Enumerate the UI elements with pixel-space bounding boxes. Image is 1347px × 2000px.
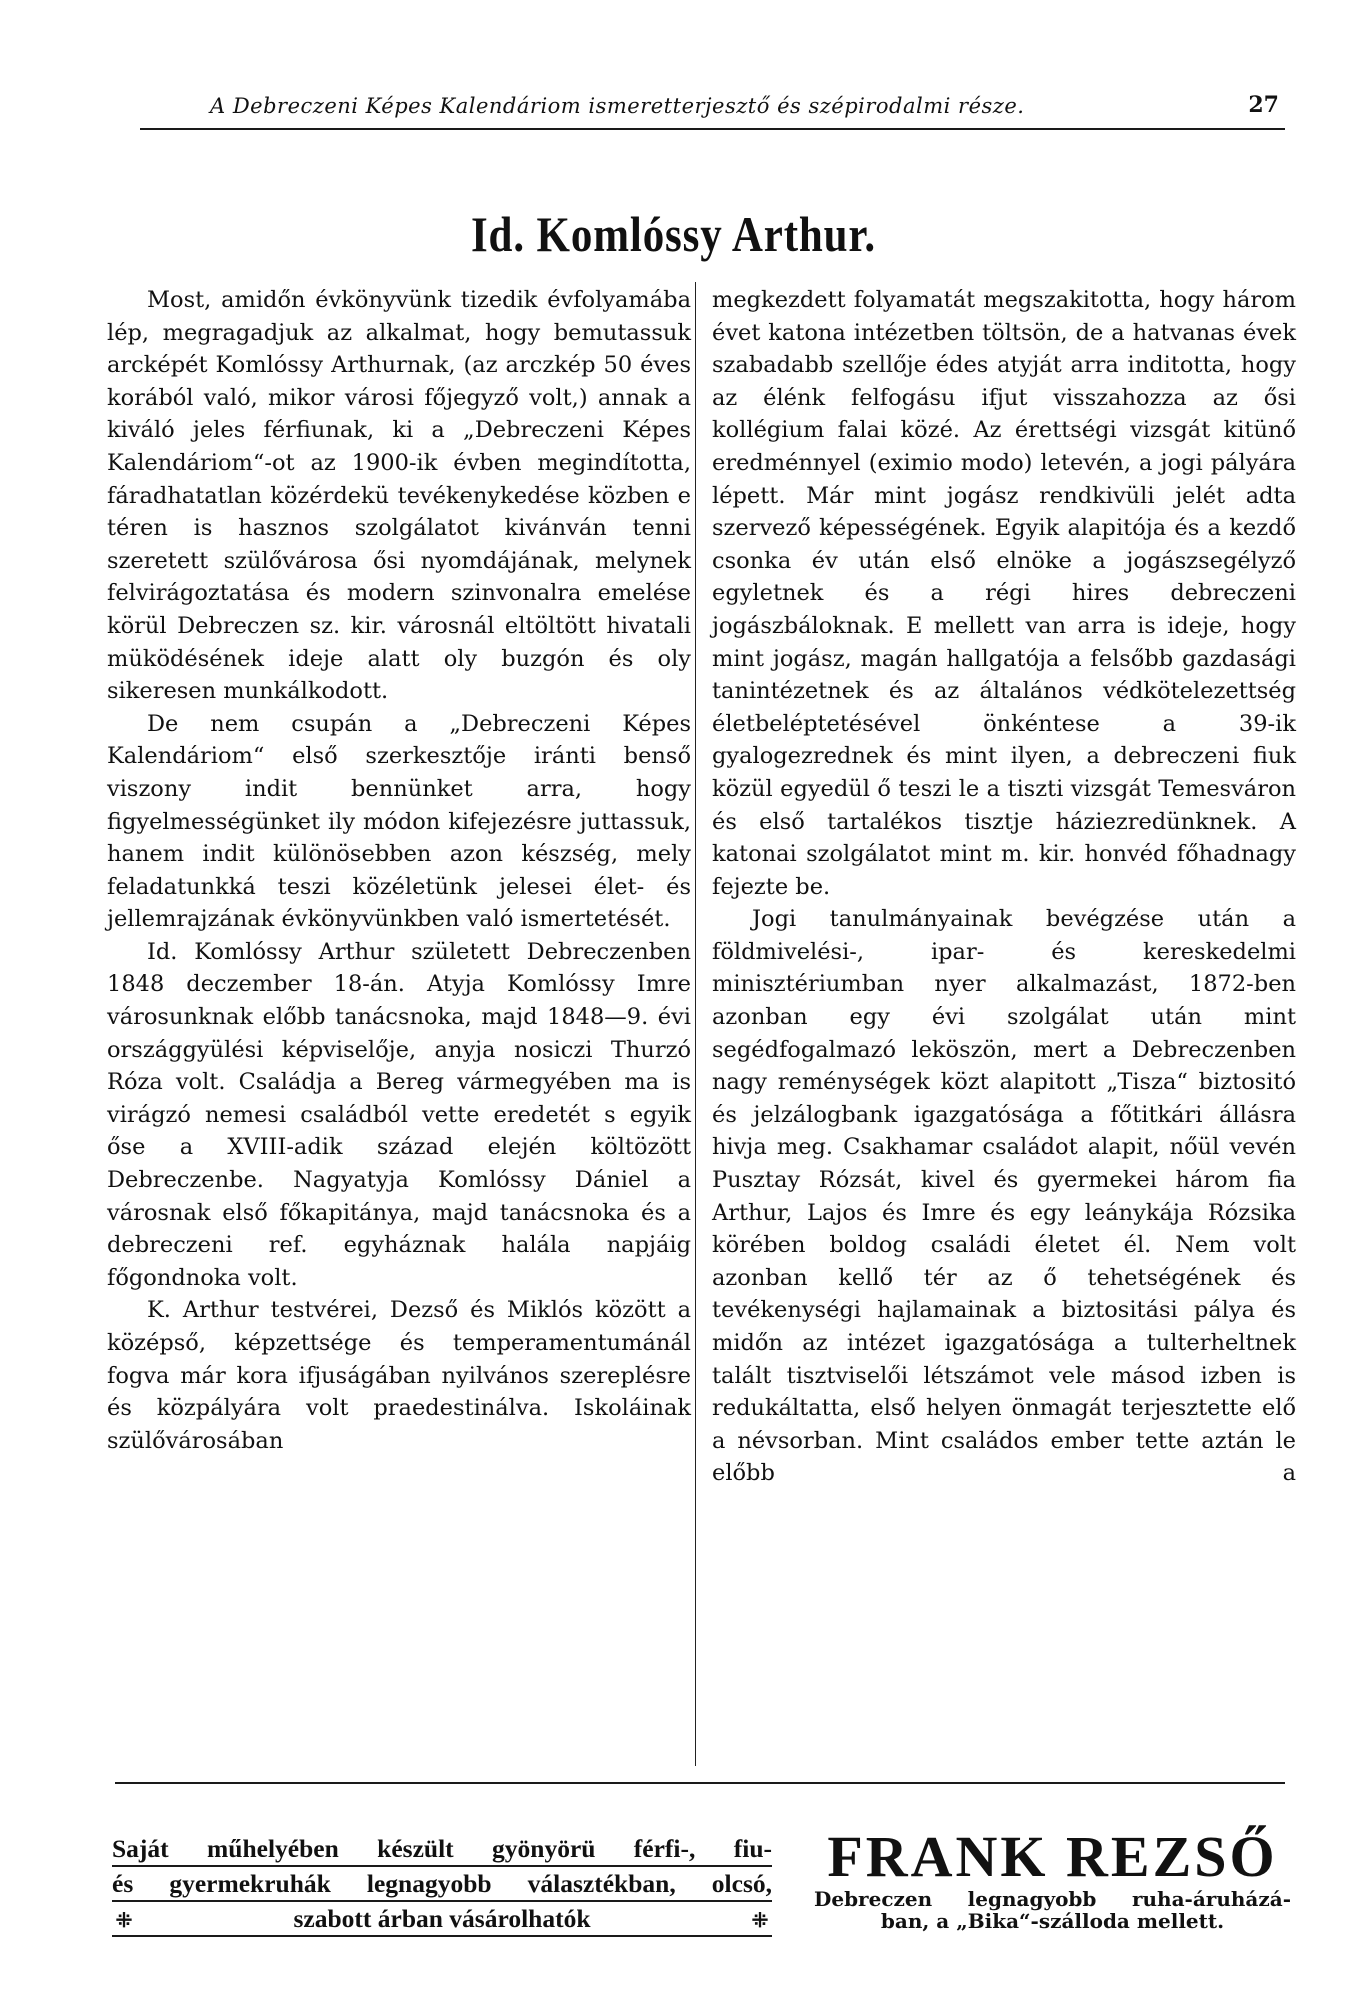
paragraph: Most, amidőn évkönyvünk tizedik évfolyamába lép, megragadjuk az alkalmat, hogy bemutassuk arcképét Komlóssy Arthurnak, (az arczkép 50 éves korából való, mikor városi főjegyző volt,) annak a kiváló jeles férfiunak, ki a „Debreczeni Képes Kalendáriom“-ot az 1900-ik évben megindította, fáradhatatlan közérdekü tevékenykedése közben e téren is hasznos szolgálatot kivánván tenni szeretett szülővárosa ősi nyomdájának, melynek felvirágoztatása és modern szinvonalra emelése körül Debreczen sz. kir. városnál eltöltött hivatali müködésének ideje alatt oly buzgón és oly sikeresen munkálkodott.	[107, 287, 691, 705]
article-end-rule	[115, 1782, 1285, 1784]
ornament-icon: ⁜	[115, 1910, 133, 1932]
brand-address: Debreczen legnagyobb ruha-áruházá- ban, a „Bika“-szálloda mellett.	[814, 1887, 1291, 1933]
ad-line: Saját műhelyében készült gyönyörü férfi-, fiu-	[112, 1832, 772, 1867]
article-title: Id. Komlóssy Arthur.	[470, 206, 877, 262]
running-header	[140, 92, 1285, 130]
advertisement-text	[112, 1832, 772, 1937]
left-column	[107, 284, 691, 1457]
ad-line: és gyermekruhák legnagyobb választékban, olcsó,	[112, 1867, 772, 1902]
paragraph: Id. Komlóssy Arthur született Debreczenben 1848 deczember 18-án. Atyja Komlóssy Imre városunknak előbb tanácsnoka, majd 1848—9. évi országgyülési képviselője, anyja nosiczi Thurzó Róza volt. Családja a Bereg vármegyében ma is virágzó nemesi családból vette eredetét s egyik őse a XVIII-adik század elején költözött Debreczenbe. Nagyatyja Komlóssy Dániel a városnak első főkapitánya, majd tanácsnoka és a debreczeni ref. egyháznak halála napjáig főgondnoka volt.	[107, 938, 691, 1291]
brand-name: FRANK REZSŐ	[827, 1824, 1278, 1889]
page-number: 27	[1248, 92, 1279, 118]
paragraph: megkezdett folyamatát megszakitotta, hogy három évet katona intézetben töltsön, de a hatvanas évek szabadabb szellője édes atyját arra inditotta, hogy az élénk felfogásu ifjut visszahozza az ősi kollégium falai közé. Az érettségi vizsgát kitünő eredménnyel (eximio modo) letevén, a jogi pályára lépett. Már mint jogász rendkivüli jelét adta szervező képességének. Egyik alapitója és a kezdő csonka év után első elnöke a jogászsegélyző egyletnek és a régi hires debreczeni jogászbáloknak. E mellett van arra is ideje, hogy mint jogász, magán hallgatója a felsőbb gazdasági tanintézetnek és az általános védkötelezettség életbeléptetésével önkéntese a 39-ik gyalogezrednek és mint ilyen, a debreczeni fiuk közül egyedül ő teszi le a tiszti vizsgát Temesváron és első tartalékos tisztje háziezredünknek. A katonai szolgálatot mint m. kir. honvéd főhadnagy fejezte be.	[712, 287, 1296, 900]
advertisement-brand	[810, 1826, 1295, 1932]
ornament-icon: ⁜	[751, 1910, 769, 1932]
right-column	[712, 284, 1296, 1490]
ad-line: ⁜ szabott árban vásárolhatók ⁜	[112, 1902, 772, 1937]
running-title: A Debreczeni Képes Kalendáriom ismeretterjesztő és szépirodalmi része.	[210, 94, 1025, 118]
paragraph: K. Arthur testvérei, Dezső és Miklós között a középső, képzettsége és temperamentumánál fogva már kora ifjuságában nyilvános szereplésre és közpályára volt praedestinálva. Iskoláinak szülővárosában	[107, 1297, 691, 1454]
paragraph: De nem csupán a „Debreczeni Képes Kalendáriom“ első szerkesztője iránti benső viszony indit bennünket arra, hogy figyelmességünket ily módon kifejezésre juttassuk, hanem indit különösebben azon készség, mely feladatunkká teszi közéletünk jelesei élet- és jellemrajzának évkönyvünkben való ismertetését.	[107, 710, 691, 933]
paragraph: Jogi tanulmányainak bevégzése után a földmivelési-, ipar- és kereskedelmi minisztériumban nyer alkalmazást, 1872-ben azonban egy évi szolgálat után mint segédfogalmazó leköszön, mert a Debreczenben nagy reménységek közt alapitott „Tisza“ biztositó és jelzálogbank igazgatósága a főtitkári állásra hivja meg. Csakhamar családot alapit, nőül vevén Pusztay Rózsát, kivel és gyermekei három fia Arthur, Lajos és Imre és egy leánykája Rózsika körében boldog családi életet él. Nem volt azonban kellő tér az ő tehetségének és tevékenységi hajlamainak a biztositási pálya és midőn az intézet igazgatósága a tulterheltnek talált tisztviselői létszámot vele másod izben is redukáltatta, első helyen önmagát terjesztette elő a névsorban. Mint családos ember tette aztán le előbb a	[712, 906, 1296, 1487]
column-divider	[695, 282, 696, 1766]
